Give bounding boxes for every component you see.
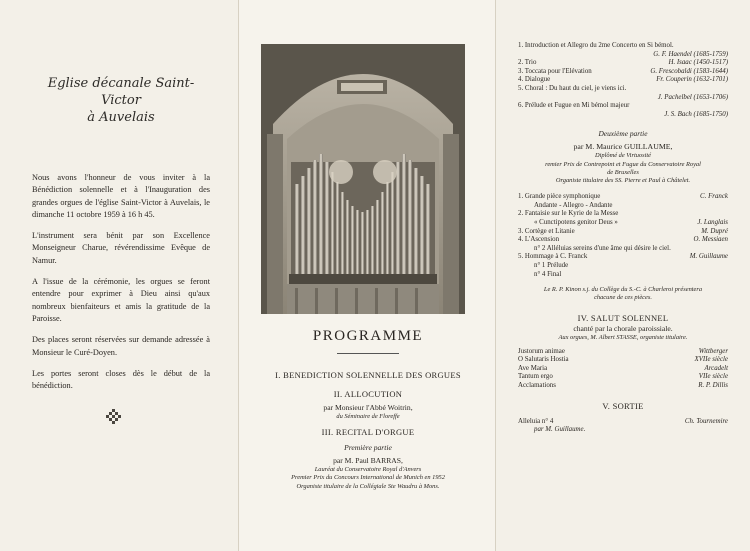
list-item [518,365,728,374]
list-item [518,68,728,77]
organ-illustration [261,44,465,314]
part2-heading: Deuxième partie [598,129,648,139]
piece-movements: Andante - Allegro - Andante [534,201,613,209]
title-divider [337,353,399,354]
church-title-line1: Eglise décanale Saint-Victor [47,76,195,108]
piece-title: 2. Fantaisie sur le Kyrie de la Messe [518,210,619,218]
piece-title: Alleluia n° 4 [518,417,554,425]
salut-header [518,313,728,342]
doors-paragraph: Les portes seront closes dès le début de la bénédiction. [32,368,210,391]
church-title [32,75,210,126]
piece-title: 1. Introduction et Allegro du 2me Concerto en Si bémol. [518,42,674,49]
church-title-line2: à Auvelais [87,110,155,125]
seats-paragraph: Des places seront réservées sur demande adressée à Monsieur le Curé-Doyen. [32,335,210,357]
piece-composer: M. Guillaume [689,253,728,261]
piece-title: 6. Prélude et Fugue en Mi bémol majeur [518,102,630,110]
presenter-line: chacune de ces pièces. [594,294,652,302]
programme-sections [239,370,497,491]
piece-composer: J. Langlais [697,218,728,226]
guillaume-credential: de Bruxelles [607,168,639,176]
part2-header [518,129,728,185]
invitation-paragraph: Nous avons l'honneur de vous inviter à la Bénédiction solennelle et à l'Inauguration des grandes orgues de l'église Saint-Victor à Auvelais, le dimanche 11 octobre 1959 à 16 h 45. [32,173,210,219]
section-sortie: V. SORTIE [602,400,644,411]
piece-composer: XVIIe siècle [694,356,728,364]
part2-list [518,193,728,279]
piece-composer: M. Dupré [701,227,728,235]
piece-title: Tantum ergo [518,373,553,381]
list-item [518,382,728,391]
presenter-note [518,286,728,302]
ceremony-paragraph: A l'issue de la cérémonie, les orgues se feront entendre pour exprimer à Dieu ainsi qu'aux nombreux bienfaiteurs et amis la gratitude de la Paroisse. [32,277,210,323]
piece-title: Acclamations [518,382,556,390]
list-item [518,193,728,202]
sortie-list [518,418,728,435]
piece-composer: VIIe siècle [698,373,728,381]
piece-composer: Arcadelt [704,364,728,372]
piece-title: Ave Maria [518,364,548,372]
list-item [518,85,728,94]
piece-title: Justorum animae [518,347,565,355]
piece-composer: J. Pachelbel (1653-1706) [657,93,728,101]
organ-photo [261,44,465,314]
section-recital: III. RECITAL D'ORGUE [321,427,415,438]
piece-title: 4. L'Ascension [518,236,560,244]
guillaume-credential: Diplômé de Virtuosité [595,152,651,160]
list-item [518,253,728,262]
piece-subtitle: n° 4 Final [534,270,562,278]
list-item [518,59,728,68]
piece-composer: R. P. Dillis [698,382,728,390]
blessing-paragraph: L'instrument sera bénit par son Excellence Monseigneur Charue, révérendissime Evêque de Namur. [32,231,210,265]
piece-title: 3. Cortège et Litanie [518,227,575,235]
section-allocution: II. ALLOCUTION [333,389,403,399]
piece-title: 5. Choral : Du haut du ciel, je viens ici. [518,84,627,92]
programme-title: PROGRAMME [312,328,424,344]
barras-credential: Lauréat du Conservatoire Royal d'Anvers [314,466,422,474]
section-salut: IV. SALUT SOLENNEL [577,312,669,323]
list-item [518,102,728,111]
sortie-performer: par M. Guillaume. [534,426,586,434]
section-benediction: I. BENEDICTION SOLENNELLE DES ORGUES [275,370,461,380]
list-item [518,42,728,51]
barras-credential: Organiste titulaire de la Collégiale Ste Waudru à Mons. [296,482,440,490]
allocution-speaker: par Monsieur l'Abbé Woitrin, [323,403,413,412]
piece-subtitle: n° 2 Alléluias sereins d'une âme qui désire le ciel. [534,244,671,252]
sortie-header [518,401,728,412]
programme-panel [238,0,496,551]
piece-composer: O. Messiaen [693,236,728,244]
piece-composer: Fr. Couperin (1632-1701) [656,76,728,84]
piece-title: 1. Grande pièce symphonique [518,193,601,201]
list-item [518,348,728,357]
part1-performer: par M. Paul BARRAS, [333,456,403,466]
list-item [518,210,728,219]
recital-panel [496,0,750,551]
salut-list [518,348,728,391]
barras-credential: Premier Prix du Concours International de Munich en 1952 [291,474,445,482]
part1-heading: Première partie [344,443,392,453]
piece-title: O Salutaris Hostia [518,356,569,364]
list-item [518,236,728,245]
piece-composer: J. S. Bach (1685-1750) [664,110,728,118]
piece-composer: G. Frescobaldi (1583-1644) [650,67,728,75]
list-item [518,228,728,237]
piece-composer: Wittberger [698,347,728,355]
list-item [518,418,728,427]
piece-title: 2. Trio [518,59,537,67]
list-item [518,76,728,85]
piece-title: 5. Hommage à C. Franck [518,253,588,261]
salut-organist: Aux orgues, M. Albert STASSE, organiste titulaire. [558,333,688,341]
guillaume-credential: remier Prix de Contrepoint et Fugue du Conservatoire Royal [545,160,701,168]
piece-composer: G. F. Haendel (1685-1759) [653,50,728,58]
piece-composer: Ch. Tournemire [684,417,728,425]
invitation-panel [0,0,238,551]
guillaume-credential: Organiste titulaire des SS. Pierre et Paul à Châtelet. [555,176,691,184]
piece-subtitle: « Cunctipotens genitor Deus » [534,218,618,226]
ornament-icon [106,409,121,424]
part1-list [518,42,728,119]
part2-performer: par M. Maurice GUILLAUME, [573,142,673,152]
list-item [518,219,728,228]
list-item [518,356,728,365]
piece-title: 4. Dialogue [518,76,551,84]
piece-composer: C. Franck [700,193,728,201]
piece-title: 3. Toccata pour l'Elévation [518,67,592,75]
piece-subtitle: n° 1 Prélude [534,261,569,269]
list-item [518,373,728,382]
presenter-line: Le R. P. Kinon s.j. du Collège du S.-C. à Charleroi présentera [543,286,703,294]
piece-composer: H. Isaac (1450-1517) [668,59,728,67]
allocution-affiliation: du Séminaire de Floreffe [336,413,400,420]
salut-choir: chanté par la chorale paroissiale. [573,323,673,333]
